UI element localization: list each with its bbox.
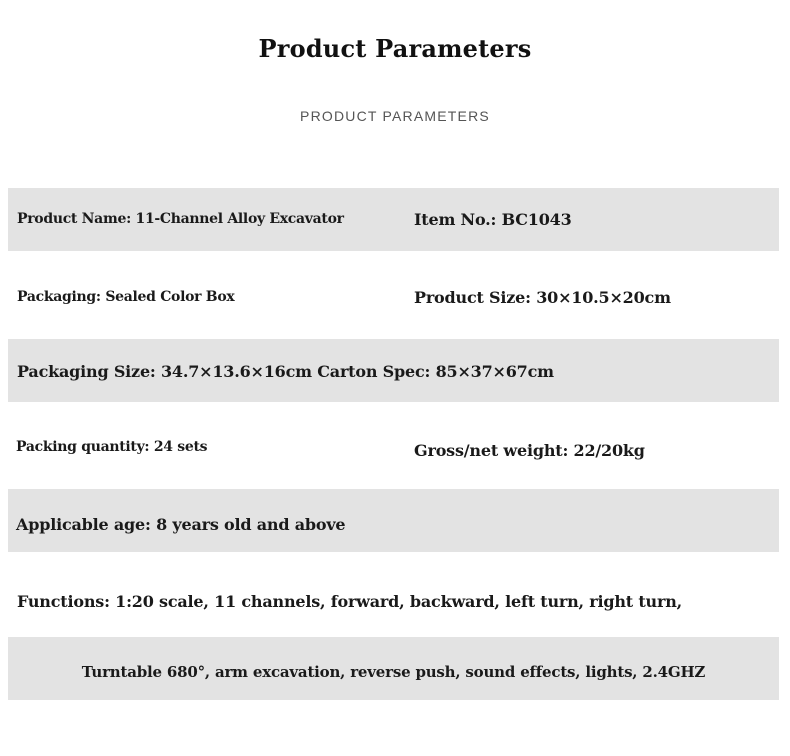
packaging-size-carton-text: Packaging Size: 34.7×13.6×16cm Carton Spec: 85×37×67cm (17, 362, 554, 381)
packaging-text: Packaging: Sealed Color Box (17, 289, 235, 305)
page-subtitle: PRODUCT PARAMETERS (300, 108, 490, 124)
functions-continued-text: Turntable 680°, arm excavation, reverse push, sound effects, lights, 2.4GHZ (81, 663, 706, 681)
page-title: Product Parameters (258, 34, 532, 63)
gross-net-weight-text: Gross/net weight: 22/20kg (414, 441, 645, 460)
applicable-age-text: Applicable age: 8 years old and above (16, 515, 346, 534)
product-size-text: Product Size: 30×10.5×20cm (414, 288, 671, 307)
item-number-text: Item No.: BC1043 (414, 210, 572, 229)
product-name-text: Product Name: 11-Channel Alloy Excavator (17, 211, 344, 227)
functions-text: Functions: 1:20 scale, 11 channels, forward, backward, left turn, right turn, (17, 592, 683, 611)
packing-quantity-text: Packing quantity: 24 sets (16, 439, 208, 455)
